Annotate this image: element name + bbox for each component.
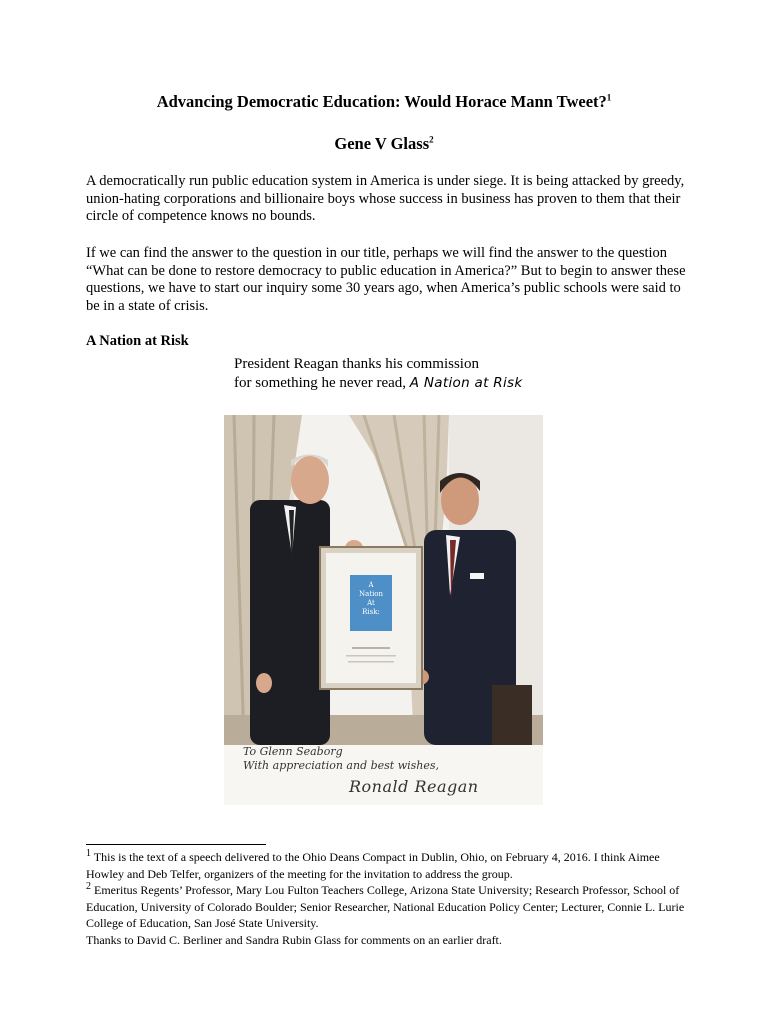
footnote-1 xyxy=(86,849,686,882)
footnote-1-number: 1 xyxy=(86,848,91,859)
svg-text:Nation: Nation xyxy=(358,590,384,598)
photo-inscription xyxy=(243,745,439,773)
document-title xyxy=(0,92,768,112)
caption-line-1: President Reagan thanks his commission xyxy=(234,356,479,372)
caption-italic-title: A Nation at Risk xyxy=(409,375,523,391)
section-heading: A Nation at Risk xyxy=(86,333,189,349)
paragraph-2: If we can find the answer to the question in our title, perhaps we will find the answer to the question “What can be done to restore democracy to public education in America?” But to begin to answer these questions, we have to start our inquiry some 30 years ago, when America’s public schools were said to be in a state of crisis. xyxy=(86,245,686,314)
footnote-1-text: This is the text of a speech delivered to the Ohio Deans Compact in Dublin, Ohio, on February 4, 2016. I think Aimee Howley and Deb Telfer, organizers of the meeting for the invitation to address the group. xyxy=(86,850,660,881)
footnote-2 xyxy=(86,882,686,932)
figure-caption xyxy=(234,355,522,393)
author-line xyxy=(0,134,768,154)
svg-text:Risk:: Risk: xyxy=(362,608,380,616)
author-footnote-ref[interactable]: 2 xyxy=(429,134,434,145)
inscription-line-2: With appreciation and best wishes, xyxy=(243,759,440,772)
title-footnote-ref[interactable]: 1 xyxy=(606,92,612,103)
footnotes xyxy=(86,849,686,948)
author-name: Gene V Glass xyxy=(334,134,430,153)
paragraph-1: A democratically run public education system in America is under siege. It is being attacked by greedy, union-hating corporations and billionaire boys whose success in business has proven to them that their circle of competence knows no bounds. xyxy=(86,173,685,224)
footnote-2-number: 2 xyxy=(86,881,91,892)
title-text: Advancing Democratic Education: Would Horace Mann Tweet? xyxy=(156,92,607,111)
svg-text:A: A xyxy=(368,581,374,589)
footnote-thanks: Thanks to David C. Berliner and Sandra Rubin Glass for comments on an earlier draft. xyxy=(86,932,502,947)
svg-text:At: At xyxy=(367,599,375,607)
caption-line-2: for something he never read, A Nation at Risk xyxy=(234,375,523,391)
inscription-line-1: To Glenn Seaborg xyxy=(243,745,343,758)
footnote-divider xyxy=(86,844,266,845)
reagan-signature: Ronald Reagan xyxy=(349,777,479,796)
reagan-photo xyxy=(224,415,543,805)
footnote-2-text: Emeritus Regents’ Professor, Mary Lou Fulton Teachers College, Arizona State University; Research Professor, School of Education, University of Colorado Boulder; Senior Researcher, National Education Policy Center; Lecturer, Connie L. Lurie College of Education, San José State University. xyxy=(86,883,685,930)
